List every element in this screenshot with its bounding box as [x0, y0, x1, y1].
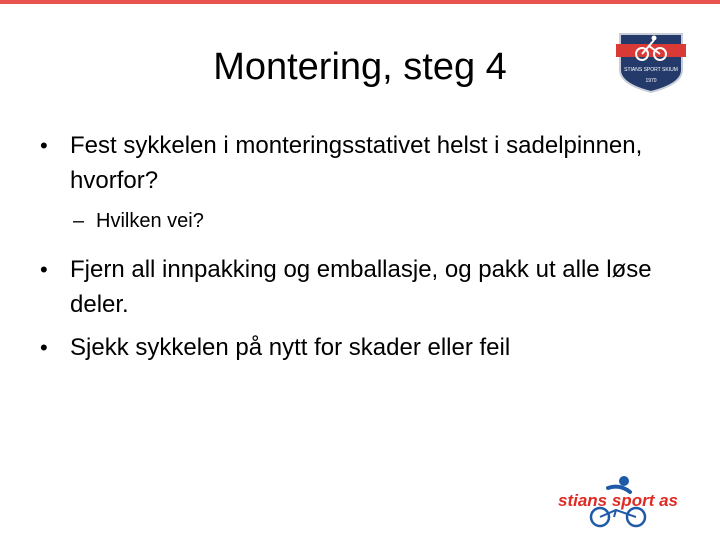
slide-title: Montering, steg 4: [213, 46, 507, 88]
svg-text:1970: 1970: [645, 78, 657, 84]
bullet-marker: •: [40, 335, 48, 360]
sub-bullet-item: [40, 206, 680, 236]
stians-sport-badge-logo: [616, 30, 686, 94]
bullet-text: Fjern all innpakking og emballasje, og pakk ut alle løse deler.: [70, 256, 652, 318]
slide-body: [40, 128, 680, 365]
sub-bullet-text: Hvilken vei?: [96, 210, 204, 232]
stians-sport-logo: [548, 472, 688, 528]
bullet-marker: •: [40, 257, 48, 282]
top-accent-bar: [0, 0, 720, 4]
bullet-text: Fest sykkelen i monteringsstativet helst i sadelpinnen, hvorfor?: [70, 132, 643, 194]
bullet-text: Sjekk sykkelen på nytt for skader eller feil: [70, 334, 511, 361]
bullet-marker: •: [40, 133, 48, 158]
bullet-item: [40, 330, 680, 365]
svg-text:stians sport as: stians sport as: [558, 491, 678, 510]
bullet-item: [40, 128, 680, 198]
sub-bullet-marker: –: [73, 210, 85, 232]
svg-text:STIANS SPORT SKIUM: STIANS SPORT SKIUM: [624, 67, 678, 73]
bullet-item: [40, 252, 680, 322]
